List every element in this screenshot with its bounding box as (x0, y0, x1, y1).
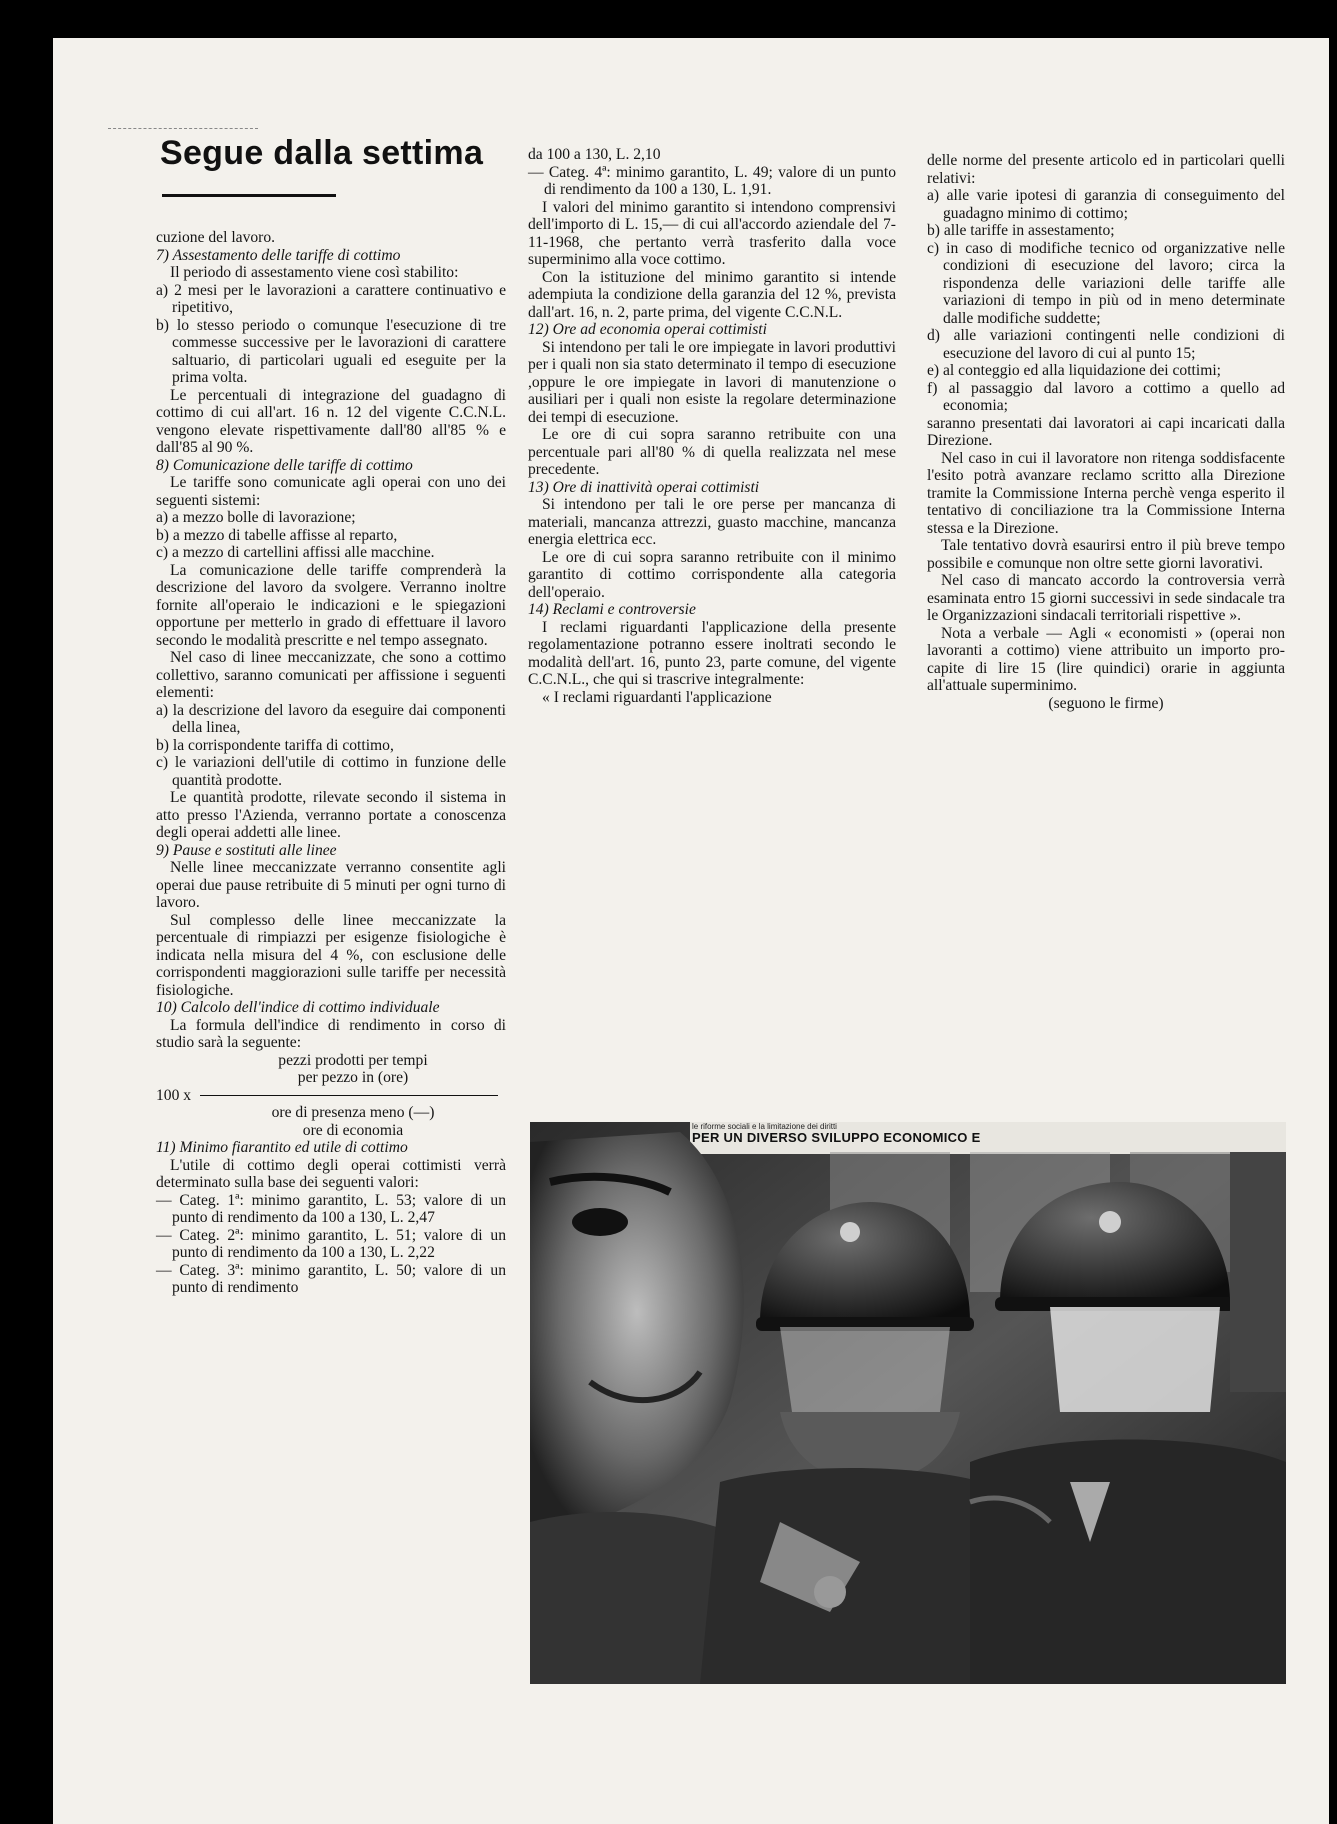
paragraph: Le ore di cui sopra saranno retribuite con il minimo garantito di cottimo corrispondente alla categoria dell'operaio. (528, 548, 896, 601)
paragraph: Sul complesso delle linee meccanizzate la percentuale di rimpiazzi per esigenze fisiologiche è indicata nella misura del 4 %, con esclusione delle corrispondenti maggiorazioni sulle tariffe per necessità fisiologiche. (156, 911, 506, 999)
formula-denominator-2: ore di economia (302, 1121, 404, 1139)
column-1-body-continued (156, 1139, 506, 1297)
list-item: b) lo stesso periodo o comunque l'esecuzione di tre commesse successive per le lavorazioni di carattere saltuario, di particolari uguali ed eseguite per la prima volta. (156, 316, 506, 386)
section-heading: 10) Calcolo dell'indice di cottimo individuale (156, 999, 440, 1016)
list-item: a) alle varie ipotesi di garanzia di conseguimento del guadagno minimo di cottimo; (927, 187, 1285, 222)
paragraph: Con la istituzione del minimo garantito si intende adempiuta la condizione della garanzia del 12 %, prevista dall'art. 16, n. 2, parte prima, del vigente C.C.N.L. (528, 268, 896, 321)
paragraph: « I reclami riguardanti l'applicazione (542, 688, 772, 706)
paragraph: Le ore di cui sopra saranno retribuite con una percentuale pari all'80 % di quella realizzata nel mese precedente. (528, 426, 896, 478)
news-photo (530, 1122, 1286, 1684)
list-item: a) 2 mesi per le lavorazioni a carattere continuativo e ripetitivo, (156, 281, 506, 316)
title-rule (162, 194, 336, 197)
formula-bar (200, 1095, 498, 1096)
paragraph: Le tariffe sono comunicate agli operai con uno dei seguenti sistemi: (156, 474, 506, 509)
list-item: — Categ. 1ª: minimo garantito, L. 53; valore di un punto di rendimento da 100 a 130, L. 2,47 (156, 1191, 506, 1226)
paragraph: Nelle linee meccanizzate verranno consentite agli operai due pause retribuite di 5 minuti per ogni turno di lavoro. (156, 859, 506, 911)
list-item: b) la corrispondente tariffa di cottimo, (156, 736, 394, 754)
text-column-1 (156, 229, 506, 1297)
section-heading: 12) Ore ad economia operai cottimisti (528, 321, 767, 338)
paragraph: I reclami riguardanti l'applicazione della presente regolamentazione potranno essere inoltrati secondo le modalità dell'art. 16, punto 23, parte comune, del vigente C.C.N.L., che qui si trascrive integralmente: (528, 618, 896, 688)
list-item: c) le variazioni dell'utile di cottimo in funzione delle quantità prodotte. (156, 754, 506, 789)
section-heading: 8) Comunicazione delle tariffe di cottimo (156, 456, 413, 474)
photo-banner-small: le riforme sociali e la limitazione dei diritti (692, 1122, 837, 1131)
paragraph: Le percentuali di integrazione del guadagno di cottimo di cui all'art. 16 n. 12 del vigente C.C.N.L. vengono elevate rispettivamente dall'80 all'85 % e dall'85 al 90 %. (156, 386, 506, 456)
list-item: a) la descrizione del lavoro da eseguire dai componenti della linea, (156, 701, 506, 736)
formula-numerator-1: pezzi prodotti per tempi (278, 1051, 428, 1069)
paragraph: Nota a verbale — Agli « economisti » (operai non lavoranti a cottimo) viene attribuito un importo pro-capite di lire 15 (lire quindici) orarie in aggiunta all'attuale superminimo. (927, 624, 1285, 694)
list-item: d) alle variazioni contingenti nelle condizioni di esecuzione del lavoro di cui al punto 15; (927, 327, 1285, 362)
paragraph: saranno presentati dai lavoratori ai capi incaricati dalla Direzione. (927, 414, 1285, 449)
section-heading: 7) Assestamento delle tariffe di cottimo (156, 246, 401, 264)
list-item: — Categ. 4ª: minimo garantito, L. 49; valore di un punto di rendimento da 100 a 130, L. 1,91. (528, 163, 896, 198)
paragraph: I valori del minimo garantito si intendono comprensivi dell'importo di L. 15,— di cui all'accordo aziendale del 7-11-1968, che pertanto verrà trasferito dalla voce superminimo alla voce cottimo. (528, 198, 896, 268)
section-heading: 13) Ore di inattività operai cottimisti (528, 478, 760, 496)
section-heading: 9) Pause e sostituti alle linee (156, 841, 337, 859)
paragraph: da 100 a 130, L. 2,10 (528, 146, 661, 163)
paragraph: Le quantità prodotte, rilevate secondo il sistema in atto presso l'Azienda, verranno portate a conoscenza degli operai addetti alle linee. (156, 789, 506, 841)
list-item: c) in caso di modifiche tecnico od organizzative nelle condizioni di esecuzione del lavoro; circa la rispondenza delle variazioni delle tariffe alle variazioni di tempo in più od in meno determinate dalle modifiche suddette; (927, 239, 1285, 327)
paragraph: Nel caso di mancato accordo la controversia verrà esaminata entro 15 giorni successivi in sede sindacale tra le Organizzazioni sindacali territoriali rispettive ». (927, 572, 1285, 624)
paragraph: (seguono le firme) (1048, 694, 1164, 712)
paragraph: L'utile di cottimo degli operai cottimisti verrà determinato sulla base dei seguenti valori: (156, 1156, 506, 1191)
page-smudge (108, 128, 258, 131)
list-item: c) a mezzo di cartellini affissi alle macchine. (156, 544, 435, 561)
column-1-body (156, 229, 506, 1052)
formula-denominator-1: ore di presenza meno (—) (271, 1104, 435, 1121)
formula-numerator-2: per pezzo in (ore) (297, 1069, 409, 1086)
paragraph: La formula dell'indice di rendimento in corso di studio sarà la seguente: (156, 1016, 506, 1051)
paragraph: Il periodo di assestamento viene così stabilito: (170, 264, 459, 281)
paragraph: Nel caso in cui il lavoratore non ritenga soddisfacente l'esito potrà avanzare reclamo scritto alla Direzione tramite la Commissione Interna perchè venga esperito il tentativo di conciliazione tra la Commissione Interna stessa e la Direzione. (927, 449, 1285, 537)
list-item: — Categ. 2ª: minimo garantito, L. 51; valore di un punto di rendimento da 100 a 130, L. 2,22 (156, 1226, 506, 1261)
section-heading: 14) Reclami e controversie (528, 601, 696, 618)
paragraph: delle norme del presente articolo ed in particolari quelli relativi: (927, 152, 1285, 187)
list-item: b) alle tariffe in assestamento; (927, 222, 1115, 239)
column-3-body (927, 152, 1285, 712)
text-column-2 (528, 146, 896, 706)
section-heading: 11) Minimo fiarantito ed utile di cottimo (156, 1139, 408, 1156)
paragraph: Si intendono per tali le ore impiegate in lavori produttivi per i quali non sia stato determinato il tempo di esecuzione ,oppure le ore impiegate in lavori di manutenzione o ausiliari per i quali non esiste la regolare determinazione dei tempi di esecuzione. (528, 338, 896, 426)
list-item: a) a mezzo bolle di lavorazione; (156, 509, 356, 526)
list-item: f) al passaggio dal lavoro a cottimo a quello ad economia; (927, 379, 1285, 414)
page-title: Segue dalla settima (160, 134, 484, 172)
paragraph: cuzione del lavoro. (156, 229, 276, 246)
text-column-3 (927, 152, 1285, 712)
column-2-body (528, 146, 896, 706)
photo-police-riot-helmets-icon (530, 1122, 1286, 1684)
formula-lead: 100 x (156, 1086, 192, 1104)
paragraph: Nel caso di linee meccanizzate, che sono a cottimo collettivo, saranno comunicati per affissione i seguenti elementi: (156, 649, 506, 701)
paragraph: Tale tentativo dovrà esaurirsi entro il più breve tempo possibile e comunque non oltre sette giorni lavorativi. (927, 537, 1285, 572)
scan-border (1329, 0, 1337, 1824)
paragraph: La comunicazione delle tariffe comprenderà la descrizione del lavoro da svolgere. Verranno inoltre fornite all'operaio le indicazioni e le spiegazioni opportune per metterlo in grado di effettuare il lavoro secondo le modalità prescritte e nel tempo assegnato. (156, 561, 506, 649)
list-item: — Categ. 3ª: minimo garantito, L. 50; valore di un punto di rendimento (156, 1261, 506, 1296)
list-item: b) a mezzo di tabelle affisse al reparto, (156, 526, 398, 544)
list-item: e) al conteggio ed alla liquidazione dei cottimi; (927, 362, 1222, 379)
formula (156, 1052, 506, 1140)
paragraph: Si intendono per tali le ore perse per mancanza di materiali, mancanza attrezzi, guasto macchine, mancanza energia elettrica ecc. (528, 496, 896, 548)
photo-banner: PER UN DIVERSO SVILUPPO ECONOMICO E (692, 1130, 981, 1145)
